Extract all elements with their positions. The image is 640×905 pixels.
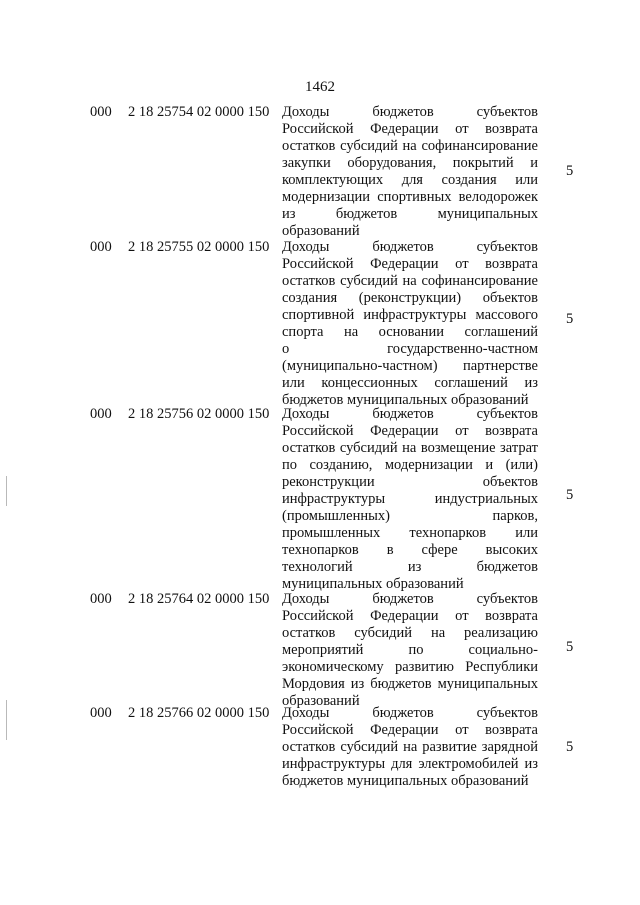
income-description [282, 104, 538, 240]
budget-classification-code: 2 18 25756 02 0000 150 [128, 406, 270, 422]
description-line: по созданию, модернизации и (или) [282, 457, 538, 473]
description-line: технологий из бюджетов [282, 559, 538, 575]
budget-code-row [0, 591, 640, 710]
description-line: экономическому развитию Республики [282, 659, 538, 675]
income-description [282, 705, 538, 790]
amount-value: 5 [566, 739, 574, 755]
description-line: муниципальных образований [282, 576, 464, 592]
description-line: остатков субсидий на реализацию [282, 625, 538, 641]
budget-classification-code: 2 18 25755 02 0000 150 [128, 239, 270, 255]
description-line: технопарков в сфере высоких [282, 542, 538, 558]
description-line: остатков субсидий на софинансирование [282, 273, 538, 289]
description-line: Российской Федерации от возврата [282, 722, 538, 738]
description-line: Доходы бюджетов субъектов [282, 406, 538, 422]
description-line: остатков субсидий на софинансирование [282, 138, 538, 154]
budget-code-row [0, 239, 640, 409]
description-line: инфраструктуры для электромобилей из [282, 756, 538, 772]
description-line: спортивной инфраструктуры массового [282, 307, 538, 323]
description-line: реконструкции объектов [282, 474, 538, 490]
budget-classification-code: 2 18 25754 02 0000 150 [128, 104, 270, 120]
budget-classification-code: 2 18 25764 02 0000 150 [128, 591, 270, 607]
description-line: остатков субсидий на развитие зарядной [282, 739, 538, 755]
description-line: образований [282, 223, 360, 239]
admin-code: 000 [90, 104, 112, 120]
description-line: создания (реконструкции) объектов [282, 290, 538, 306]
description-line: спорта на основании соглашений [282, 324, 538, 340]
description-line: о государственно-частном [282, 341, 538, 357]
description-line: (промышленных) парков, [282, 508, 538, 524]
page-number: 1462 [305, 79, 335, 95]
description-line: промышленных технопарков или [282, 525, 538, 541]
income-description [282, 239, 538, 409]
description-line: Мордовия из бюджетов муниципальных [282, 676, 538, 692]
income-description [282, 591, 538, 710]
budget-code-row [0, 104, 640, 240]
description-line: Российской Федерации от возврата [282, 121, 538, 137]
description-line: модернизации спортивных велодорожек [282, 189, 538, 205]
amount-value: 5 [566, 639, 574, 655]
description-line: бюджетов муниципальных образований [282, 773, 529, 789]
description-line: инфраструктуры индустриальных [282, 491, 538, 507]
description-line: Российской Федерации от возврата [282, 608, 538, 624]
description-line: комплектующих для создания или [282, 172, 538, 188]
amount-value: 5 [566, 163, 574, 179]
description-line: Российской Федерации от возврата [282, 423, 538, 439]
amount-value: 5 [566, 487, 574, 503]
admin-code: 000 [90, 705, 112, 721]
description-line: из бюджетов муниципальных [282, 206, 538, 222]
description-line: Доходы бюджетов субъектов [282, 104, 538, 120]
income-description [282, 406, 538, 593]
admin-code: 000 [90, 239, 112, 255]
budget-code-row [0, 705, 640, 790]
description-line: Российской Федерации от возврата [282, 256, 538, 272]
description-line: закупки оборудования, покрытий и [282, 155, 538, 171]
description-line: или концессионных соглашений из [282, 375, 538, 391]
description-line: Доходы бюджетов субъектов [282, 705, 538, 721]
description-line: Доходы бюджетов субъектов [282, 591, 538, 607]
description-line: бюджетов муниципальных образований [282, 392, 529, 408]
description-line: (муниципально-частном) партнерстве [282, 358, 538, 374]
budget-classification-code: 2 18 25766 02 0000 150 [128, 705, 270, 721]
description-line: остатков субсидий на возмещение затрат [282, 440, 538, 456]
description-line: мероприятий по социально- [282, 642, 538, 658]
description-line: Доходы бюджетов субъектов [282, 239, 538, 255]
description-line: образований [282, 693, 360, 709]
admin-code: 000 [90, 406, 112, 422]
admin-code: 000 [90, 591, 112, 607]
budget-code-row [0, 406, 640, 593]
amount-value: 5 [566, 311, 574, 327]
